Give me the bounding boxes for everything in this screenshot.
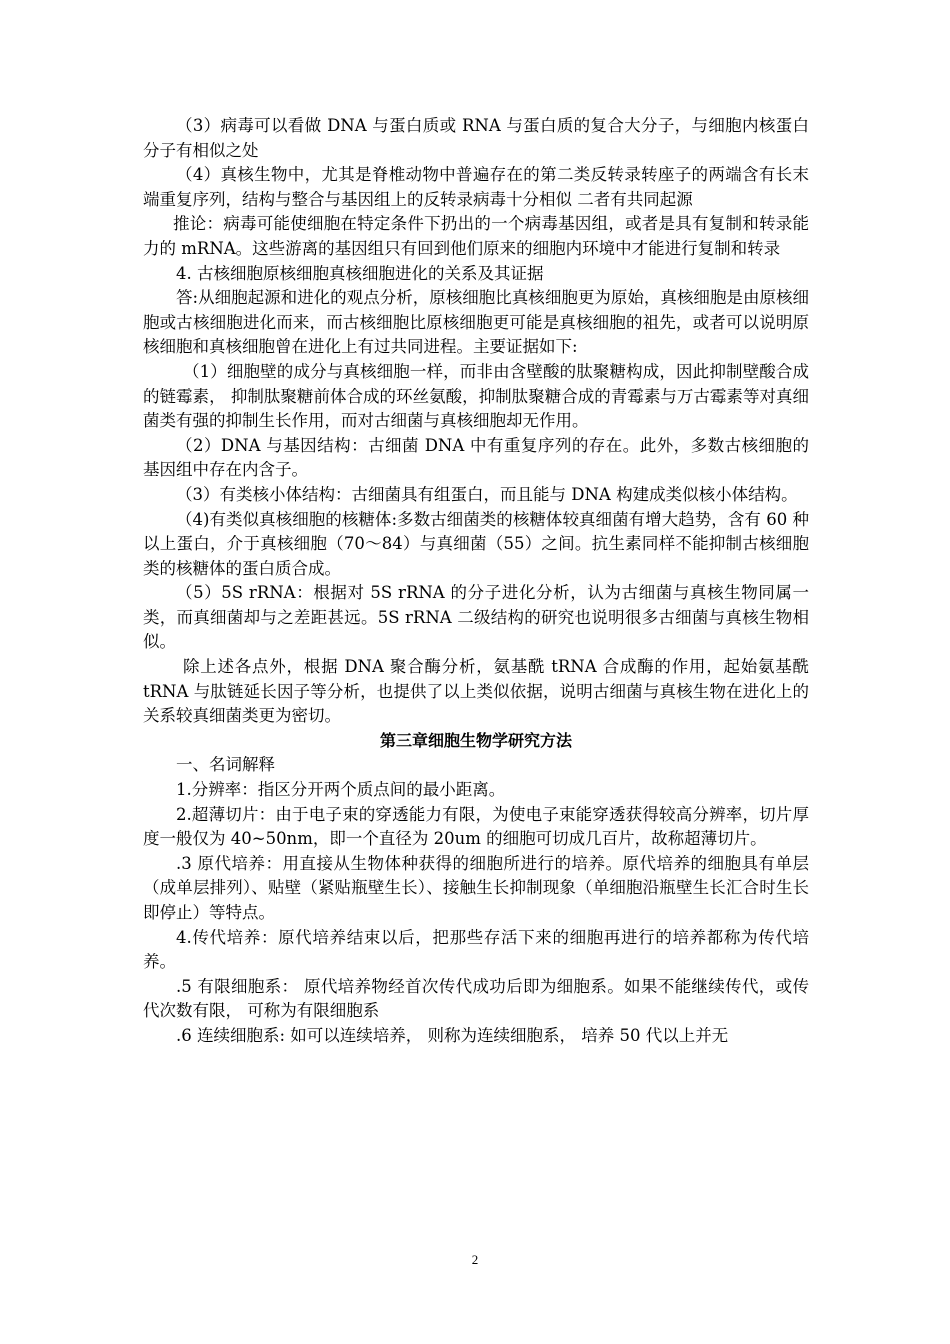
paragraph: 答:从细胞起源和进化的观点分析，原核细胞比真核细胞更为原始，真核细胞是由原核细胞或古核细胞进化而来，而古核细胞比原核细胞更可能是真核细胞的祖先，或者可以说明原核细胞和真核细胞曾在进化上有过共同进程。主要证据如下:: [143, 288, 809, 357]
definition-item: 1.分辨率：指区分开两个质点间的最小距离。: [176, 780, 506, 800]
paragraph: （3）有类核小体结构：古细菌具有组蛋白，而且能与 DNA 构建成类似核小体结构。: [176, 484, 798, 504]
page-number: 2: [471, 1252, 479, 1267]
paragraph: （1）细胞壁的成分与真核细胞一样，而非由含壁酸的肽聚糖构成，因此抑制壁酸合成的链霉素， 抑制肽聚糖前体合成的环丝氨酸，抑制肽聚糖合成的青霉素与万古霉素等对真细菌类有强的抑制生长作用，而对古细菌与真核细胞却无作用。: [143, 361, 809, 431]
paragraph: （3）病毒可以看做 DNA 与蛋白质或 RNA 与蛋白质的复合大分子，与细胞内核蛋白分子有相似之处: [143, 116, 809, 160]
paragraph: （4）真核生物中，尤其是脊椎动物中普遍存在的第二类反转录转座子的两端含有长末端重复序列，结构与整合与基因组上的反转录病毒十分相似 二者有共同起源: [143, 165, 809, 209]
section-heading: 4. 古核细胞原核细胞真核细胞进化的关系及其证据: [176, 263, 544, 283]
paragraph: （2）DNA 与基因结构：古细菌 DNA 中有重复序列的存在。此外，多数古核细胞的基因组中存在内含子。: [143, 435, 809, 480]
paragraph: （4)有类似真核细胞的核糖体:多数古细菌类的核糖体较真细菌有增大趋势，含有 60 种以上蛋白，介于真核细胞（70～84）与真细菌（55）之间。抗生素同样不能抑制古核细胞类的核糖体的蛋白质合成。: [143, 509, 809, 578]
paragraph: （5）5S rRNA：根据对 5S rRNA 的分子进化分析，认为古细菌与真核生物同属一类，而真细菌却与之差距甚远。5S rRNA 二级结构的研究也说明很多古细菌与真核生物相似。: [143, 583, 809, 652]
body-text: [143, 114, 809, 1049]
subsection-heading: 一、名词解释: [176, 755, 275, 775]
definition-item: .6 连续细胞系: 如可以连续培养， 则称为连续细胞系， 培养 50 代以上并无: [176, 1025, 729, 1045]
definition-item: .5 有限细胞系： 原代培养物经首次传代成功后即为细胞系。如果不能继续传代，或传代次数有限， 可称为有限细胞系: [143, 976, 809, 1021]
definition-item: .3 原代培养：用直接从生物体种获得的细胞所进行的培养。原代培养的细胞具有单层（成单层排列）、贴壁（紧贴瓶壁生长）、接触生长抑制现象（单细胞沿瓶壁生长汇合时生长即停止）等特点。: [143, 853, 809, 922]
definition-item: 4.传代培养：原代培养结束以后，把那些存活下来的细胞再进行的培养都称为传代培养。: [143, 927, 809, 972]
chapter-heading: 第三章细胞生物学研究方法: [379, 730, 572, 750]
paragraph: 推论：病毒可能使细胞在特定条件下扔出的一个病毒基因组，或者是具有复制和转录能力的 mRNA。这些游离的基因组只有回到他们原来的细胞内环境中才能进行复制和转录: [143, 214, 809, 258]
definition-item: 2.超薄切片：由于电子束的穿透能力有限，为使电子束能穿透获得较高分辨率，切片厚度一般仅为 40~50nm，即一个直径为 20um 的细胞可切成几百片，故称超薄切片。: [143, 804, 809, 849]
paragraph: 除上述各点外，根据 DNA 聚合酶分析，氨基酰 tRNA 合成酶的作用，起始氨基酰 tRNA 与肽链延长因子等分析，也提供了以上类似依据，说明古细菌与真核生物在进化上的关系较真细菌类更为密切。: [143, 657, 809, 726]
